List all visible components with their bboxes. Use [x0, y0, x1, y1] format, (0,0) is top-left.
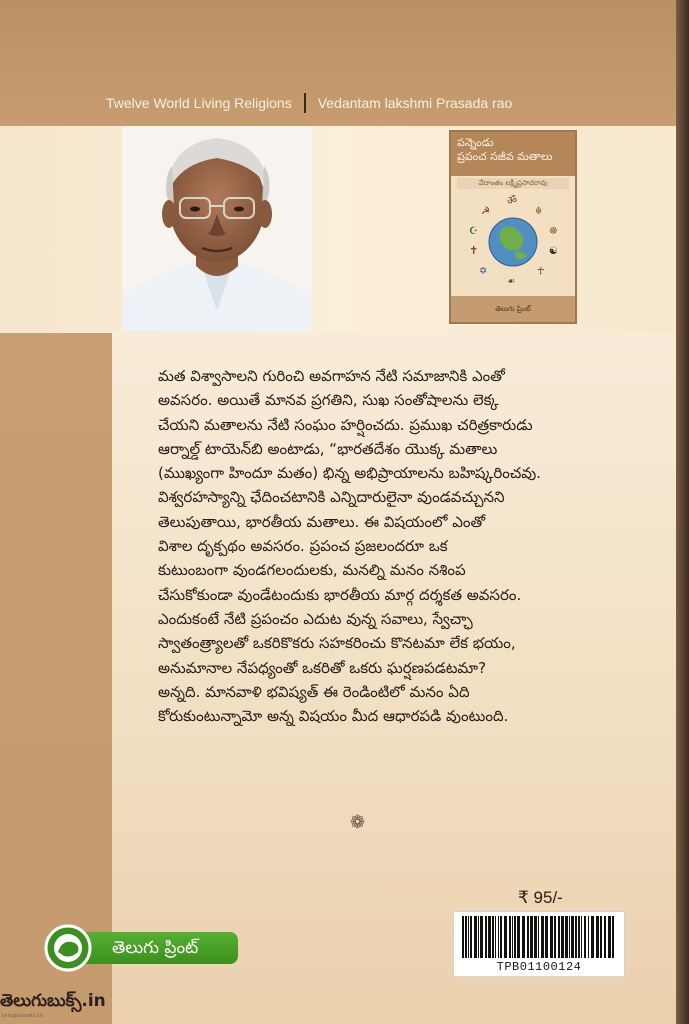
barcode-bar: [514, 916, 516, 958]
barcode-bar: [591, 916, 594, 958]
svg-text:☥: ☥: [537, 266, 545, 277]
thumbnail-publisher: తెలుగు ప్రింట్: [451, 296, 575, 322]
ornament-icon: ❁: [350, 812, 366, 833]
thumbnail-title: [451, 132, 575, 176]
barcode-bar: [541, 916, 544, 958]
svg-text:☪: ☪: [469, 226, 478, 237]
svg-text:☭: ☭: [481, 206, 490, 217]
svg-text:ॐ: ॐ: [507, 194, 518, 207]
book-cover-thumbnail: [449, 130, 577, 324]
barcode-bar: [530, 916, 533, 958]
barcode-bar: [504, 916, 507, 958]
svg-text:✝: ✝: [469, 244, 479, 257]
barcode-bar: [498, 916, 499, 958]
barcode-bar: [492, 916, 494, 958]
author-portrait-icon: [122, 126, 312, 331]
barcode-bar: [581, 916, 582, 958]
barcode-bar: [608, 916, 611, 958]
svg-text:☸: ☸: [549, 226, 558, 237]
barcode-bar: [465, 916, 467, 958]
thumbnail-author-strip: వేదాంతం లక్ష్మీప్రసాదరావు: [457, 178, 569, 189]
barcode-bar: [612, 916, 614, 958]
blurb-line: చేసుకోకుండా వుండేటందుకు భారతీయ మార్గ దర్శకత అవసరం.: [158, 585, 522, 604]
barcode-number: TPB01100124: [496, 960, 582, 974]
blurb-line: తెలుపుతాయి, భారతీయ మతాలు. ఈ విషయంలో ఎంతో: [158, 512, 486, 531]
price-label: ₹ 95/-: [518, 888, 563, 907]
title-separator: [304, 93, 306, 113]
svg-text:☙: ☙: [507, 277, 516, 287]
barcode-bar: [500, 916, 502, 958]
barcode-bar: [565, 916, 568, 958]
barcode-bar: [538, 916, 539, 958]
barcode-bar: [474, 916, 477, 958]
thumbnail-title-line2: ప్రపంచ సజీవ మతాలు: [457, 150, 553, 163]
barcode-bar: [561, 916, 564, 958]
svg-text:☯: ☯: [549, 246, 558, 257]
barcode-bar: [578, 916, 580, 958]
barcode: [453, 911, 625, 977]
barcode-bar: [468, 916, 469, 958]
book-edge: [676, 0, 689, 1024]
blurb-line: కోరుకుంటున్నామో అన్న విషయం మీద ఆధారపడి వుంటుంది.: [158, 707, 509, 726]
thumbnail-title-line1: పన్నెండు: [457, 136, 494, 149]
left-color-strip: [0, 333, 112, 1024]
blurb-line: అనుమానాల నేపధ్యంతో ఒకరితో ఒకరు ఘర్షణపడటమా?: [158, 658, 487, 677]
blurb-line: చేయని మతాలను నేటి సంఘం హర్షించదు. ప్రముఖ చరిత్రకారుడు: [158, 415, 533, 434]
barcode-bar: [478, 916, 479, 958]
publisher-name: తెలుగు ప్రింట్: [78, 932, 238, 964]
english-author: Vedantam lakshmi Prasada rao: [317, 95, 513, 111]
barcode-bar: [462, 916, 464, 958]
barcode-bar: [509, 916, 511, 958]
barcode-bar: [488, 916, 491, 958]
blurb-line: విశాల దృక్పథం అవసరం. ప్రపంచ ప్రజలందరూ ఒక: [158, 537, 448, 556]
author-photo: [122, 126, 312, 331]
barcode-bars-icon: [460, 916, 618, 958]
barcode-bar: [600, 916, 602, 958]
blurb-line: విశ్వరహస్యాన్ని ఛేదించటానికి ఎన్నిదారులైనా వుండవచ్చునని: [158, 488, 505, 507]
header-title-line: [106, 93, 512, 113]
barcode-bar: [517, 916, 520, 958]
blurb-line: కుటుంబంగా వుండగలందులకు, మనల్ని మనం నశింప: [158, 561, 466, 580]
barcode-bar: [480, 916, 483, 958]
barcode-bar: [558, 916, 560, 958]
barcode-bar: [575, 916, 577, 958]
blurb-text: [158, 364, 548, 728]
site-watermark-tagline: telugubooks.in: [2, 1013, 44, 1019]
barcode-bar: [485, 916, 487, 958]
barcode-bar: [571, 916, 574, 958]
blurb-line: ఆర్నాల్డ్ టాయెన్‌బి అంటాడు, “భారతదేశం యొక్క మతాలు: [158, 439, 498, 458]
svg-text:☬: ☬: [535, 206, 543, 217]
barcode-bar: [584, 916, 586, 958]
english-title: Twelve World Living Religions: [106, 95, 292, 111]
blurb-line: స్వాతంత్ర్యాలతో ఒకరికొకరు సహకరించు కొనటమా లేక భయం,: [158, 634, 516, 653]
barcode-bar: [470, 916, 472, 958]
blurb-line: అవసరం. అయితే మానవ ప్రగతిని, సుఖ సంతోషాలను లెక్క: [158, 391, 499, 410]
barcode-bar: [550, 916, 553, 958]
barcode-bar: [527, 916, 529, 958]
blurb-line: (ముఖ్యంగా హిందూ మతం) భిన్న అభిప్రాయాలను బహిష్కరించవు.: [158, 464, 542, 483]
barcode-bar: [545, 916, 548, 958]
barcode-bar: [522, 916, 525, 958]
barcode-bar: [554, 916, 556, 958]
religion-symbols-globe-icon: [457, 192, 569, 288]
blurb-line: ఎందుకంటే నేటి ప్రపంచం ఎదుట వున్న సవాలు, స్వేచ్ఛా: [158, 609, 473, 628]
barcode-bar: [596, 916, 599, 958]
barcode-bar: [588, 916, 589, 958]
blurb-line: అన్నది. మానవాళి భవిష్యత్ ఈ రెండింటిలో మనం ఏది: [158, 682, 470, 701]
site-watermark: తెలుగుబుక్స్.in: [0, 991, 106, 1011]
svg-text:✡: ✡: [479, 266, 488, 277]
barcode-bar: [604, 916, 606, 958]
blurb-line: మత విశ్వాసాలని గురించి అవగాహన నేటి సమాజానికి ఎంతో: [158, 367, 505, 385]
publisher-seal-icon: [42, 924, 94, 972]
barcode-bar: [512, 916, 513, 958]
barcode-bar: [534, 916, 537, 958]
barcode-bar: [495, 916, 496, 958]
publisher-logo-block: [42, 924, 242, 972]
barcode-bar: [569, 916, 570, 958]
